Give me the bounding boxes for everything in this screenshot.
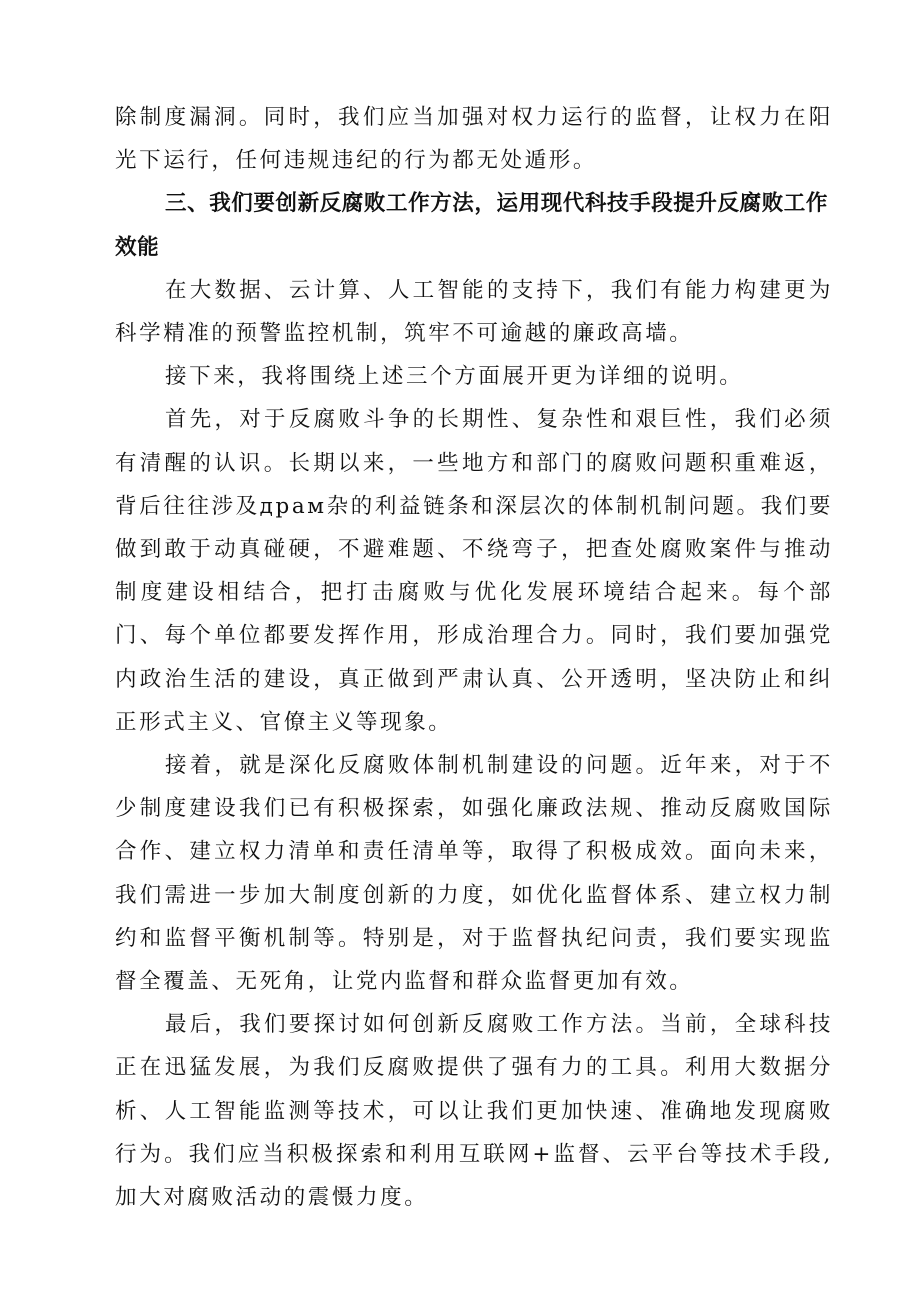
paragraph-second-point: 接着，就是深化反腐败体制机制建设的问题。近年来，对于不少制度建设我们已有积极探索，如强化廉政法规、推动反腐败国际合作、建立权力清单和责任清单等，取得了积极成效。面向未来，我们需进一步加大制度创新的力度，如优化监督体系、建立权力制约和监督平衡机制等。特别是，对于监督执纪问责，我们要实现监督全覆盖、无死角，让党内监督和群众监督更加有效。 [115,753,833,995]
paragraph-tech-support: 在大数据、云计算、人工智能的支持下，我们有能力构建更为科学精准的预警监控机制，筑牢不可逾越的廉政高墙。 [115,277,833,347]
paragraph-continued: 除制度漏洞。同时，我们应当加强对权力运行的监督，让权力在阳光下运行，任何违规违纪的行为都无处遁形。 [115,105,833,174]
paragraph-transition: 接下来，我将围绕上述三个方面展开更为详细的说明。 [165,364,744,390]
document-page [115,96,833,1219]
paragraph-first-point: 首先，对于反腐败斗争的长期性、复杂性和艰巨性，我们必须有清醒的认识。长期以来，一些地方和部门的腐败问题积重难返，背后往往涉及драм杂的利益链条和深层次的体制机制问题。我们要做到敢于动真碰硬，不避难题、不绕弯子，把查处腐败案件与推动制度建设相结合，把打击腐败与优化发展环境结合起来。每个部门、每个单位都要发挥作用，形成治理合力。同时，我们要加强党内政治生活的建设，真正做到严肃认真、公开透明，坚决防止和纠正形式主义、官僚主义等现象。 [115,407,833,735]
paragraph-third-point: 最后，我们要探讨如何创新反腐败工作方法。当前，全球科技正在迅猛发展，为我们反腐败提供了强有力的工具。利用大数据分析、人工智能监测等技术，可以让我们更加快速、准确地发现腐败行为。我们应当积极探索和利用互联网+监督、云平台等技术手段,加大对腐败活动的震慑力度。 [115,1012,833,1211]
section-heading-three: 三、我们要创新反腐败工作方法，运用现代科技手段提升反腐败工作效能 [115,191,829,260]
